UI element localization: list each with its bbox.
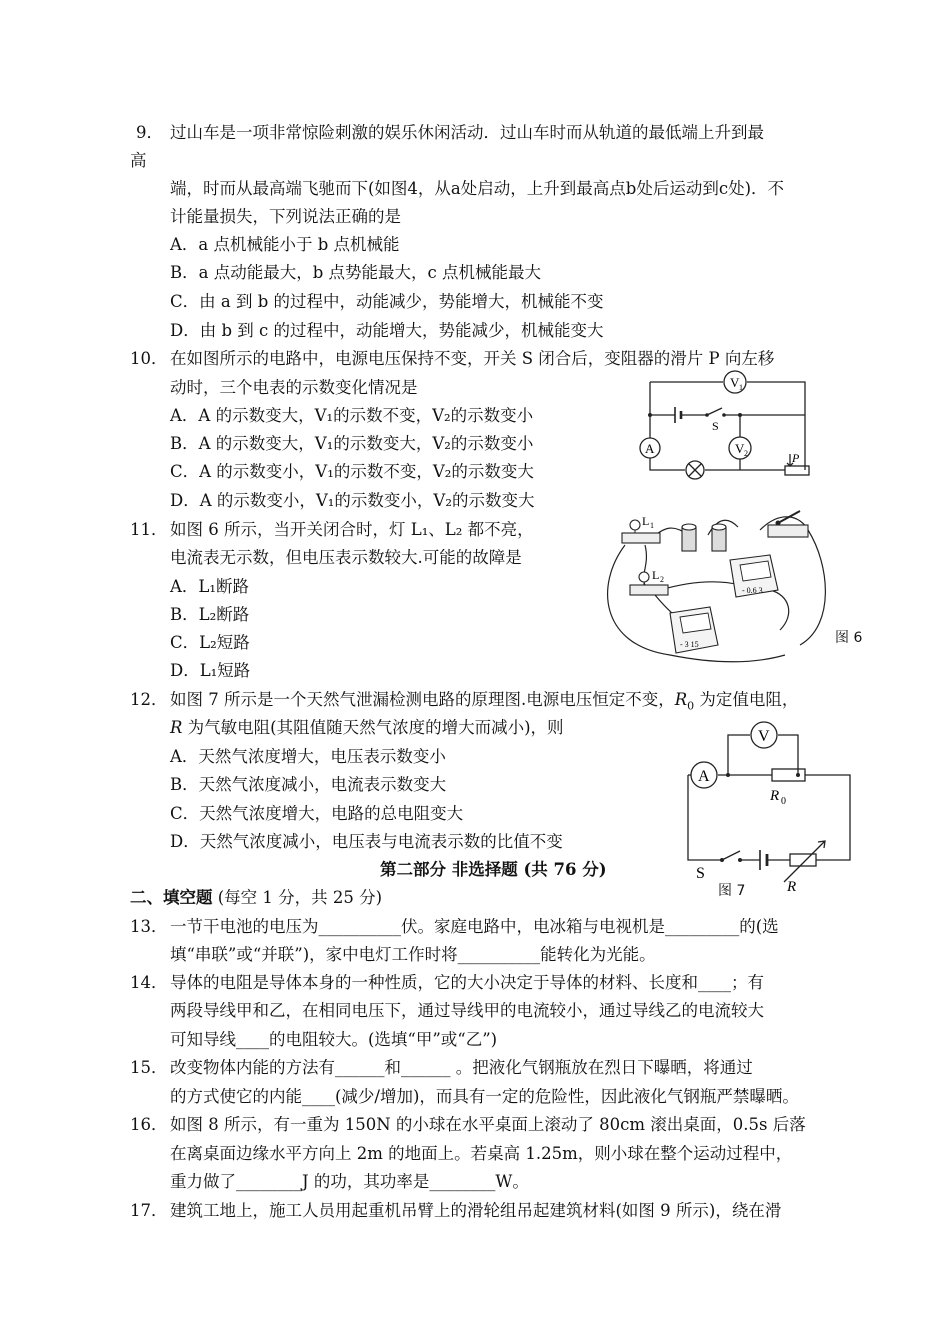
- q11-lamp-l2: [630, 568, 668, 595]
- q11-l1-subscript: 1: [650, 521, 654, 530]
- q12-r0-subscript: 0: [781, 796, 786, 807]
- q12-figure-caption: 图 7: [718, 883, 746, 899]
- section2-note: (每空 1 分，共 25 分): [212, 888, 383, 907]
- section2-title: 二、填空题: [130, 888, 213, 907]
- q12-circuit-figure: [660, 715, 860, 895]
- q11-option-d: D．L₁短路: [170, 661, 251, 680]
- q9-stem-line2: 端，时而从最高端飞驰而下(如图4，从a处启动，上升到最高点b处后运动到c处)．不: [170, 179, 785, 198]
- q12-stem-line1-text: 如图 7 所示是一个天然气泄漏检测电路的原理图.电源电压恒定不变，: [170, 690, 675, 709]
- q14-number: 14．: [130, 973, 168, 992]
- q10-option-a: A．A 的示数变大，V₁的示数不变，V₂的示数变小: [170, 406, 534, 425]
- q12-stem-line2: [170, 717, 564, 739]
- q11-stem-line2: 电流表无示数，但电压表示数较大.可能的故障是: [170, 548, 522, 567]
- q12-rheostat-label: R: [787, 879, 797, 895]
- q13-number: 13．: [130, 917, 168, 936]
- q12-stem-r0-symbol: R: [674, 690, 688, 709]
- q10-number: 10．: [130, 349, 168, 368]
- q12-voltmeter: [751, 722, 777, 748]
- q14-line1: 导体的电阻是导体本身的一种性质，它的大小决定于导体的材料、长度和____；有: [170, 973, 764, 992]
- part2-heading: 第二部分 非选择题 (共 76 分): [380, 860, 607, 879]
- q12-switch-label: S: [696, 865, 705, 882]
- q9-stem-line3: 计能量损失，下列说法正确的是: [170, 207, 401, 226]
- q10-option-c: C．A 的示数变小，V₁的示数不变，V₂的示数变大: [170, 462, 534, 481]
- q10-voltmeter-v2: [729, 437, 751, 459]
- q12-stem-r-symbol: R: [170, 718, 183, 737]
- q11-switch: [768, 511, 808, 537]
- section2-heading: [130, 887, 382, 909]
- q15-line2: 的方式使它的内能____(减少/增加)，而具有一定的危险性，因此液化气钢瓶严禁曝晒。: [170, 1087, 799, 1106]
- q16-line1: 如图 8 所示，有一重为 150N 的小球在水平桌面上滚动了 80cm 滚出桌面，0.5s 后落: [170, 1115, 806, 1134]
- q16-line2: 在离桌面边缘水平方向上 2m 的地面上。若桌高 1.25m，则小球在整个运动过程中，: [170, 1144, 793, 1163]
- q11-stem-line1: 如图 6 所示，当开关闭合时，灯 L₁、L₂ 都不亮，: [170, 520, 534, 539]
- q11-wiring-figure: [600, 505, 835, 670]
- q16-number: 16．: [130, 1115, 168, 1134]
- q9-option-d: D．由 b 到 c 的过程中，动能增大，势能减少，机械能变大: [170, 321, 604, 340]
- q11-l2-letter: L: [652, 568, 660, 582]
- q11-ammeter-scale: - 0.6 3: [742, 586, 763, 595]
- q15-line1: 改变物体内能的方法有______和______ 。把液化气钢瓶放在烈日下曝晒，将通过: [170, 1058, 753, 1077]
- q11-voltmeter: [670, 607, 718, 653]
- q10-voltmeter-v1: [724, 371, 746, 393]
- q13-line1: 一节干电池的电压为__________伏。家庭电路中，电冰箱与电视机是_________的(选: [170, 917, 779, 936]
- q9-option-c: C．由 a 到 b 的过程中，动能减少，势能增大，机械能不变: [170, 292, 604, 311]
- q10-switch-label: S: [712, 419, 719, 433]
- q12-ammeter-letter: A: [698, 768, 710, 785]
- q10-v2-subscript: 2: [744, 449, 748, 458]
- q11-option-b: B．L₂断路: [170, 605, 250, 624]
- q13-line2: 填“串联”或“并联”)，家中电灯工作时将__________能转化为光能。: [170, 945, 656, 964]
- q10-v2-letter: V: [735, 441, 745, 456]
- q11-l2-subscript: 2: [660, 575, 664, 584]
- q10-v1-letter: V: [730, 375, 740, 390]
- q12-option-d: D．天然气浓度减小，电压表与电流表示数的比值不变: [170, 832, 563, 851]
- q11-batteries: [682, 524, 726, 551]
- q14-line3: 可知导线____的电阻较大。(选填“甲”或“乙”): [170, 1030, 498, 1049]
- q12-option-a: A．天然气浓度增大，电压表示数变小: [170, 747, 446, 766]
- q10-option-d: D．A 的示数变小，V₁的示数变小，V₂的示数变大: [170, 491, 535, 510]
- q12-stem-line2-text: 为气敏电阻(其阻值随天然气浓度的增大而减小)，则: [182, 718, 564, 737]
- q12-stem-line1-tail: 为定值电阻，: [694, 690, 799, 709]
- q10-ammeter-letter: A: [645, 441, 655, 456]
- q12-option-c: C．天然气浓度增大，电路的总电阻变大: [170, 804, 464, 823]
- q11-ammeter: [730, 555, 778, 597]
- q9-option-a: A．a 点机械能小于 b 点机械能: [170, 235, 400, 254]
- q12-number: 12．: [130, 690, 168, 709]
- q10-slider-label: P: [792, 451, 800, 465]
- q11-option-c: C．L₂短路: [170, 633, 250, 652]
- q12-voltmeter-letter: V: [758, 728, 770, 745]
- q10-circuit-figure: [630, 370, 820, 488]
- q11-lamp-l1: [622, 514, 660, 543]
- q10-stem-line1: 在如图所示的电路中，电源电压保持不变，开关 S 闭合后，变阻器的滑片 P 向左移: [170, 349, 775, 368]
- q16-line3: 重力做了________J 的功，其功率是________W。: [170, 1172, 529, 1191]
- q10-v1-subscript: 1: [739, 383, 743, 392]
- q9-stem-line1: 过山车是一项非常惊险刺激的娱乐休闲活动．过山车时而从轨道的最低端上升到最: [170, 123, 764, 142]
- q11-figure-caption: 图 6: [835, 630, 863, 646]
- q11-option-a: A．L₁断路: [170, 577, 249, 596]
- q12-ammeter: [691, 762, 717, 788]
- q10-option-b: B．A 的示数变大，V₁的示数变大，V₂的示数变小: [170, 434, 534, 453]
- q12-stem-line1: [170, 689, 798, 717]
- q11-voltmeter-scale: - 3 15: [680, 640, 699, 649]
- q11-number: 11．: [130, 520, 168, 539]
- q14-line2: 两段导线甲和乙，在相同电压下，通过导线甲的电流较小，通过导线乙的电流较大: [170, 1001, 764, 1020]
- q9-option-b: B．a 点动能最大，b 点势能最大，c 点机械能最大: [170, 263, 542, 282]
- q9-number: 9．: [136, 123, 163, 142]
- q9-stem-line1-wrap: 高: [130, 151, 147, 170]
- q10-stem-line2: 动时，三个电表的示数变化情况是: [170, 378, 418, 397]
- q12-r0-label: [769, 788, 786, 807]
- q10-ammeter: [640, 438, 660, 458]
- q12-r0-letter: R: [770, 788, 780, 804]
- q17-line1: 建筑工地上，施工人员用起重机吊臂上的滑轮组吊起建筑材料(如图 9 所示)，绕在滑: [170, 1201, 782, 1220]
- q11-l1-letter: L: [642, 514, 650, 528]
- q17-number: 17．: [130, 1201, 168, 1220]
- q12-stem-r0-subscript: 0: [687, 699, 695, 713]
- q15-number: 15．: [130, 1058, 168, 1077]
- q12-option-b: B．天然气浓度减小，电流表示数变大: [170, 775, 447, 794]
